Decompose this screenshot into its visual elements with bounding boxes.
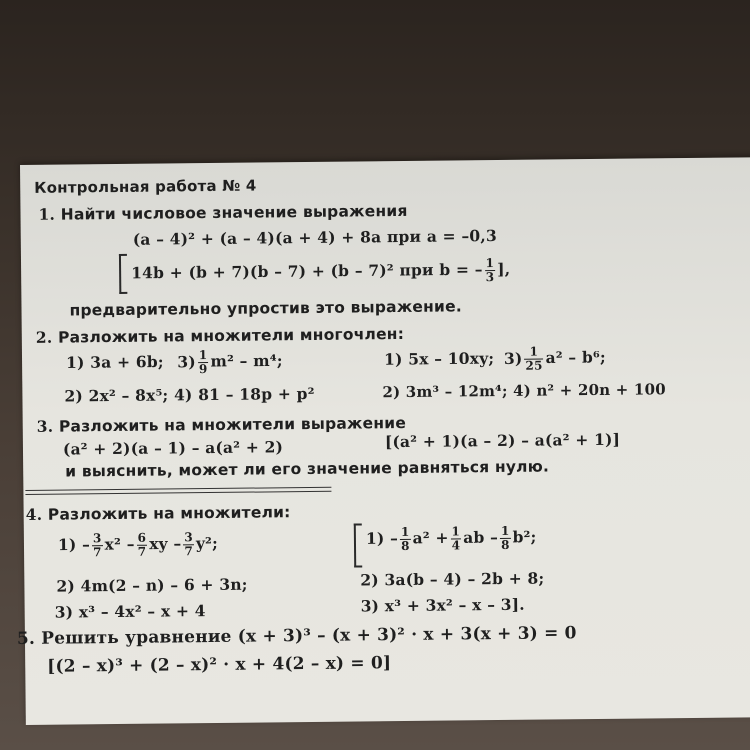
task4-r1-frac3-den: 8 (500, 537, 510, 552)
task2-b3-fraction-num: 1 (524, 346, 543, 360)
task1-fraction (485, 257, 496, 284)
task4-item-r1 (366, 525, 537, 554)
task2-item-a3-label: 3) (177, 351, 196, 371)
task1-heading-text: Найти числовое значение выражения (60, 201, 408, 224)
task4-l1-frac2-num: 6 (137, 530, 147, 545)
task4-l1-frac3-den: 7 (184, 544, 194, 559)
task3-expression: (a² + 2)(a – 1) – a(a² + 2) (62, 437, 284, 459)
task4-r1-frac1 (400, 526, 411, 553)
task1-expression-2 (131, 257, 510, 288)
task4-l1-term2: xy – (149, 533, 182, 554)
task4-r1-frac3-num: 1 (500, 523, 510, 538)
task3-heading-text: Разложить на множители выражение (58, 413, 407, 436)
task5-heading-text: Решить уравнение (x + 3)³ – (x + 3)² · x + 3(x + 3) = 0 (41, 623, 577, 649)
task4-item-l1 (58, 531, 218, 560)
task5-heading (17, 623, 577, 649)
task2-b3-fraction (524, 346, 543, 373)
task2-heading-text: Разложить на множители многочлен: (57, 324, 405, 347)
task5-number: 5. (16, 628, 36, 650)
task2-item-a3-expr: m² – m⁴; (210, 350, 283, 371)
task3-heading (37, 413, 406, 436)
task4-l1-term1: x² – (104, 534, 135, 554)
task4-heading-text: Разложить на множители: (47, 503, 291, 524)
task4-r1-frac2 (450, 525, 461, 552)
task4-r1-frac3 (500, 525, 511, 552)
divider-line (25, 491, 331, 495)
task4-item-r2: 2) 3a(b – 4) – 2b + 8; (360, 568, 545, 590)
task1-expression-1: (a – 4)² + (a – 4)(a + 4) + 8a при a = –0,3 (132, 226, 498, 249)
task4-l1-frac2-den: 7 (137, 544, 147, 559)
task4-open-bracket (354, 523, 362, 567)
task2-row2-left: 2) 2x² – 8x⁵; 4) 81 – 18p + p² (64, 383, 315, 406)
task4-l1-frac3 (183, 531, 194, 558)
task4-r1-frac2-num: 1 (451, 524, 461, 539)
task4-number: 4. (25, 504, 43, 524)
task4-l1-frac1-num: 3 (92, 531, 102, 546)
task4-r1-label: 1) – (365, 528, 399, 548)
task4-l1-frac3-num: 3 (184, 530, 193, 545)
task4-r1-term3: b²; (512, 527, 537, 547)
task2-item-b3-label: 3) (503, 348, 523, 368)
task2-a3-fraction-den: 9 (198, 362, 208, 377)
task4-r1-term1: a² + (412, 528, 449, 548)
task3-number: 3. (36, 416, 54, 436)
task4-l1-label: 1) – (57, 534, 91, 555)
task1-expression-2-main: 14b + (b + 7)(b – 7) + (b – 7)² при b = – (131, 259, 483, 283)
task4-l1-frac2 (136, 532, 147, 559)
task1-heading (38, 201, 407, 224)
task4-item-r3: 3) x³ + 3x² – x – 3]. (360, 594, 525, 616)
task2-row2-right: 2) 3m³ – 12m⁴; 4) n² + 20n + 100 (382, 380, 666, 402)
task1-footer: предварительно упростив это выражение. (69, 297, 462, 320)
task2-heading (36, 324, 404, 347)
task3-footer: и выяснить, может ли его значение равняться нулю. (65, 457, 550, 481)
task4-r1-frac1-num: 1 (400, 524, 410, 540)
task2-number: 2. (35, 327, 53, 347)
task5-alt-equation: [(2 – x)³ + (2 – x)² · x + 4(2 – x) = 0] (47, 653, 392, 677)
task2-b3-fraction-den: 25 (525, 358, 543, 373)
task2-row1-left (66, 348, 283, 377)
task4-heading (26, 502, 291, 524)
worksheet-paper (16, 157, 750, 725)
task1-number: 1. (38, 204, 56, 224)
task4-item-l3: 3) x³ – 4x² – x + 4 (54, 601, 206, 622)
task1-fraction-den: 3 (485, 270, 495, 285)
task2-a3-fraction (198, 349, 209, 376)
task4-l1-frac1 (92, 532, 103, 559)
task1-open-bracket (119, 254, 127, 294)
task3-alt-expression: [(a² + 1)(a – 2) – a(a² + 1)] (384, 429, 621, 452)
task1-expression-2-tail: ], (497, 259, 511, 279)
task1-fraction-num: 1 (485, 256, 495, 271)
task2-row1-right (384, 345, 606, 374)
worksheet-title: Контрольная работа № 4 (34, 176, 257, 197)
task4-item-l2: 2) 4m(2 – n) – 6 + 3n; (56, 574, 248, 596)
task2-item-a1: 1) 3a + 6b; (65, 352, 164, 373)
task4-l1-frac1-den: 7 (93, 545, 102, 560)
task2-item-b1: 1) 5x – 10xy; (383, 348, 495, 369)
task2-a3-fraction-num: 1 (198, 348, 208, 363)
task4-r1-frac2-den: 4 (451, 538, 461, 553)
task4-l1-term3: y²; (195, 533, 219, 553)
task4-r1-frac1-den: 8 (401, 538, 410, 554)
task4-r1-term2: ab – (463, 527, 499, 547)
task2-item-b3-expr: a² – b⁶; (545, 347, 606, 368)
